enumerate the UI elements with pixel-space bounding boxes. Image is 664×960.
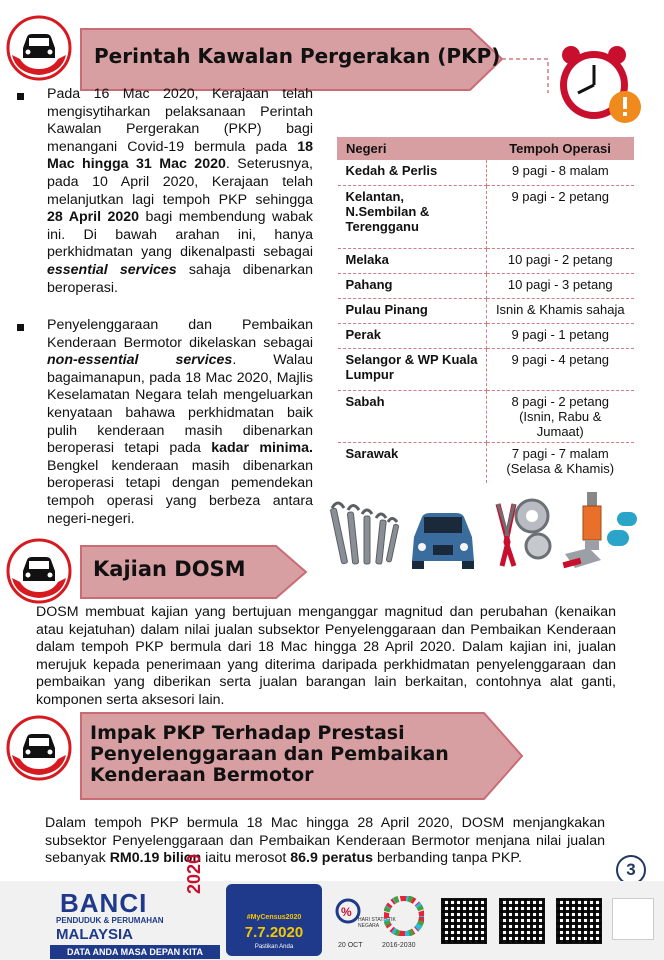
bullet-marker [17, 93, 24, 100]
table-cell-hours: 10 pagi - 2 petang [487, 249, 634, 274]
qr-code-icon[interactable] [441, 898, 487, 944]
table-cell-hours: 8 pagi - 2 petang (Isnin, Rabu & Jumaat) [487, 391, 634, 443]
table-header-hours: Tempoh Operasi [487, 138, 634, 160]
table-cell-state: Pulau Pinang [338, 299, 487, 324]
car-hands-icon [6, 15, 72, 81]
table-cell-hours: 9 pagi - 8 malam [487, 160, 634, 186]
qr-code-icon[interactable] [556, 898, 602, 944]
hari-statistik-logo: % HARI STATISTIK NEGARA [334, 897, 378, 927]
bullet-marker [17, 324, 24, 331]
impak-title-line: Kenderaan Bermotor [90, 764, 314, 786]
banci-logo: BANCI PENDUDUK & PERUMAHAN MALAYSIA 2020 [56, 853, 204, 943]
svg-text:%: % [341, 905, 352, 919]
table-cell-hours: Isnin & Khamis sahaja [487, 299, 634, 324]
page-number: 3 [616, 855, 646, 885]
connector-line [500, 55, 560, 95]
spark-plug-icon [561, 490, 643, 572]
table-cell-state: Selangor & WP Kuala Lumpur [338, 349, 487, 391]
car-icon [406, 507, 480, 571]
wrench-set-icon [330, 494, 406, 570]
table-cell-hours: 7 pagi - 7 malam (Selasa & Khamis) [506, 446, 615, 476]
impak-paragraph: Dalam tempoh PKP bermula 18 Mac hingga 28 April 2020, DOSM menjangkakan subsektor Penyelenggaraan dan Pembaikan Kenderaan Bermotor menjana nilai jualan sebanyak RM0.19 bilion iaitu merosot 86.9 peratus berbanding tanpa PKP. [45, 815, 605, 867]
alarm-clock-icon [557, 43, 645, 129]
sdg-years-label: 2016-2030 [382, 942, 416, 949]
impak-title-line: Penyelenggaraan dan Pembaikan [90, 743, 449, 765]
impak-title-line: Impak PKP Terhadap Prestasi [90, 722, 405, 744]
pkp-paragraph-1: Pada 16 Mac 2020, Kerajaan telah mengisytiharkan pelaksanaan Perintah Kawalan Pergerakan (PKP) bagi menangani Covid-19 bermula pada 18 Mac hingga 31 Mac 2020. Seterusnya, pada 10 April 2020, Kerajaan telah melanjutkan lagi tempoh PKP sehingga 28 April 2020 bagi membendung wabak ini. Di bawah arahan ini, hanya perkhidmatan yang dikenalpasti sebagai essential services sahaja dibenarkan beroperasi. [47, 86, 313, 296]
table-cell-state: Sarawak [338, 443, 487, 483]
footer-tagline: DATA ANDA MASA DEPAN KITA [50, 945, 220, 959]
table-cell-hours: 10 pagi - 3 petang [487, 274, 634, 299]
impak-title [90, 723, 449, 786]
pkp-paragraph-2: Penyelenggaraan dan Pembaikan Kenderaan Bermotor dikelaskan sebagai non-essential services. Walau bagaimanapun, pada 18 Mac 2020, Majlis Keselamatan Negara telah mengeluarkan kenyataan bahawa perkhidmatan baik pulih kenderaan masih dibenarkan beroperasi tetapi pada kadar minima. Bengkel kenderaan masih dibenarkan beroperasi tetapi dengan pemendekan tempoh operasi yang berbeza antara negeri-negeri. [47, 317, 313, 527]
social-qr-icon[interactable] [612, 898, 654, 940]
census-date-badge: #MyCensus2020 7.7.2020 Pastikan Anda [226, 884, 322, 956]
car-hands-icon [6, 715, 72, 781]
pliers-bearing-icon [484, 496, 560, 570]
table-cell-state: Kedah & Perlis [338, 160, 487, 186]
table-cell-state: Pahang [338, 274, 487, 299]
car-hands-icon [6, 538, 72, 604]
table-cell-state: Sabah [338, 391, 487, 443]
table-cell-state: Kelantan, N.Sembilan & Terengganu [338, 186, 487, 249]
table-cell-hours: 9 pagi - 2 petang [487, 186, 634, 249]
table-header-state: Negeri [338, 138, 487, 160]
table-cell-state: Perak [338, 324, 487, 349]
pkp-title: Perintah Kawalan Pergerakan (PKP) [94, 44, 501, 68]
kajian-paragraph: DOSM membuat kajian yang bertujuan menganggar magnitud dan perubahan (kenaikan atau kejatuhan) dalam nilai jualan subsektor Penyelenggaraan dan Pembaikan Kenderaan dalam tempoh PKP bermula dari 18 Mac hingga 28 April 2020. Dalam kajian ini, jualan merujuk kepada penerimaan yang diterima daripada perkhidmatan penyelenggaraan dan pembaikan yang diberikan serta jualan barangan lain berkaitan, contohnya alat ganti, komponen serta aksesori lain. [36, 604, 616, 708]
table-cell-hours: 9 pagi - 1 petang [487, 324, 634, 349]
sdg-wheel-icon [384, 896, 424, 936]
operation-hours-table [337, 137, 634, 483]
table-cell-state: Melaka [338, 249, 487, 274]
kajian-title: Kajian DOSM [93, 557, 246, 581]
qr-code-icon[interactable] [499, 898, 545, 944]
stat-day-label: 20 OCT [338, 942, 363, 949]
table-cell-hours: 9 pagi - 4 petang [487, 349, 634, 391]
